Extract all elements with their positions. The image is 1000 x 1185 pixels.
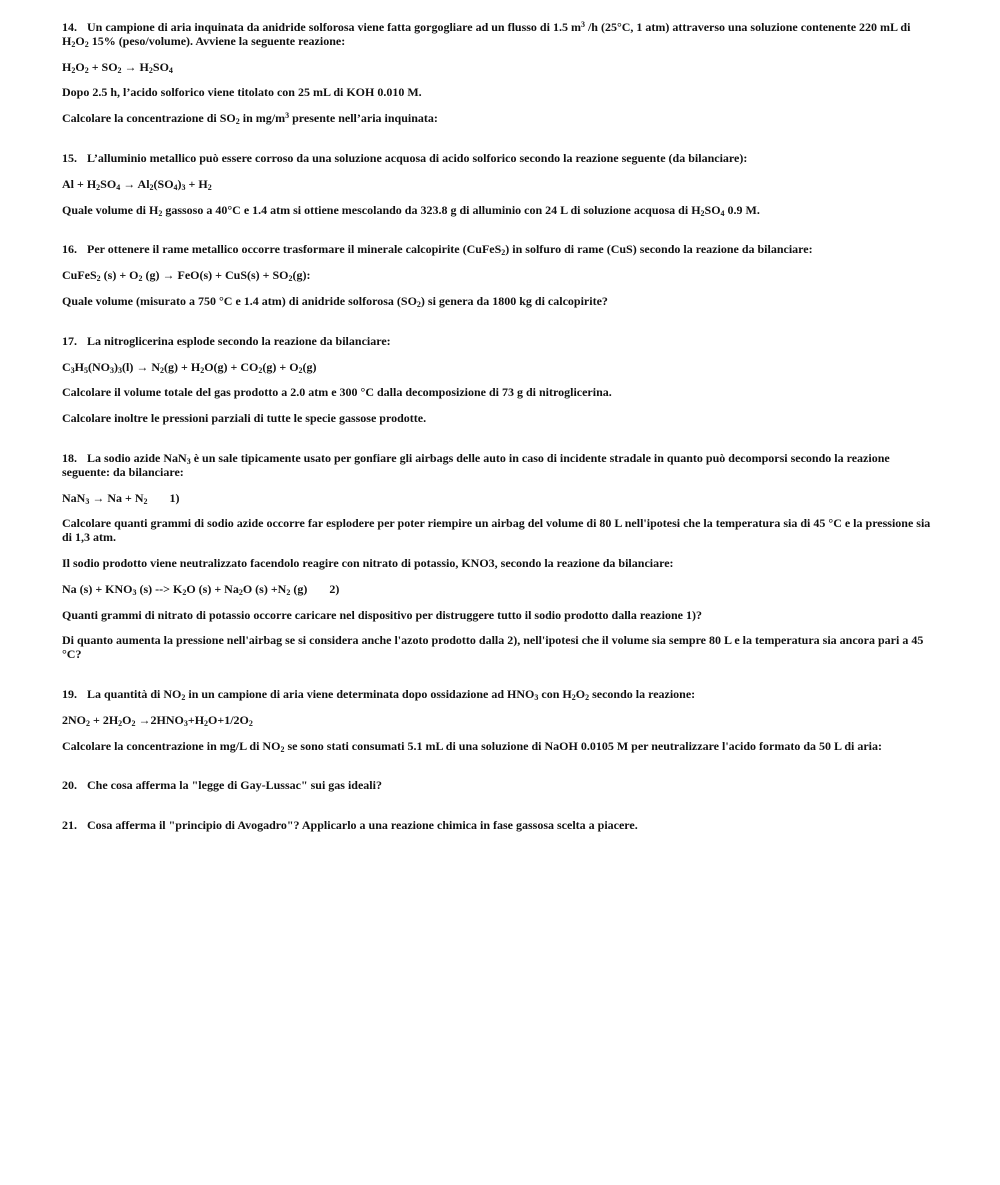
problem-statement: 17. La nitroglicerina esplode secondo la reazione da bilanciare: [62, 333, 391, 348]
reaction-label: 1) [169, 490, 180, 505]
problem-number: 18. [62, 450, 77, 465]
problem-paragraph: Quanti grammi di nitrato di potassio occorre caricare nel dispositivo per distruggere tutto il sodio prodotto dalla reazione 1)? [62, 607, 702, 622]
problem-statement: 15. L’alluminio metallico può essere corroso da una soluzione acquosa di acido solforico secondo la reazione seguente (da bilanciare): [62, 150, 748, 165]
problem-statement: 16. Per ottenere il rame metallico occorre trasformare il minerale calcopirite (CuFeS$_2$) in solfuro di rame (CuS) secondo la reazione da bilanciare: [62, 242, 813, 258]
problem-statement: 14. Un campione di aria inquinata da anidride solforosa viene fatta gorgogliare ad un flusso di 1.5 $m^3$ /h (25°C, 1 atm) attraverso una soluzione contenente 220 mL di $H_2O_2$ 15% (peso/volume). Avviene la seguente reazione: [62, 20, 911, 49]
problem-paragraph: CuFeS$_2$ $(s) + O_2$ $(g) \to FeO(s) + CuS(s) + SO_2(g)$: [62, 268, 311, 284]
problem-paragraph: $H_2O_2 + SO_2 \to H_2SO_4$ [62, 59, 173, 75]
problem-paragraph: Calcolare quanti grammi di sodio azide occorre far esplodere per poter riempire un airbag del volume di 80 L nell'ipotesi che la temperatura sia di 45 °C e la pressione sia di 1,3 atm. [62, 516, 931, 545]
problem-paragraph: $2NO_2 + 2H_2O_2 \to 2HNO_3+H_2O+1/2O_2$ [62, 712, 253, 728]
problem-statement: 20. Che cosa afferma la "legge di Gay-Lussac" sui gas ideali? [62, 778, 382, 793]
problem-paragraph: Quale volume (misurato a 750 °C e 1.4 atm) di anidride solforosa $(SO_2)$ si genera da 1800 kg di calcopirite? [62, 293, 608, 309]
problem-statement: 21. Cosa afferma il "principio di Avogadro"? Applicarlo a una reazione chimica in fase gassosa scelta a piacere. [62, 818, 638, 833]
problem-paragraph: $Al + H_2SO_4 \to Al_2(SO_4)_3 + H_2$ [62, 176, 212, 192]
problem-19 [62, 688, 940, 753]
problem-14 [62, 21, 940, 126]
problem-18 [62, 452, 940, 662]
problem-number: 20. [62, 778, 77, 793]
problem-20 [62, 779, 940, 793]
problem-15 [62, 152, 940, 217]
exercise-sheet [62, 21, 940, 859]
problem-number: 16. [62, 242, 77, 257]
problem-paragraph: Na $(s) + KNO_3$ (s) --> $K_2O$ $(s) + Na_2O$ $(s) +N_2$ (g) 2) [62, 581, 340, 597]
problem-number: 19. [62, 686, 77, 701]
problem-16 [62, 243, 940, 308]
problem-paragraph: $NaN_3 \to Na + N_2$ 1) [62, 490, 180, 506]
problem-paragraph: Il sodio prodotto viene neutralizzato facendolo reagire con nitrato di potassio, KNO3, secondo la reazione da bilanciare: [62, 555, 674, 570]
problem-paragraph: $C_3H_5(NO_3)_3(l) \to N_2(g) + H_2O(g) + CO_2(g) + O_2(g)$ [62, 359, 317, 375]
problem-number: 14. [62, 20, 77, 34]
problem-17 [62, 335, 940, 426]
problem-paragraph: Di quanto aumenta la pressione nell'airbag se si considera anche l'azoto prodotto dalla 2), nell'ipotesi che il volume sia sempre 80 L e la temperatura sia ancora pari a 45 °C? [62, 633, 924, 662]
problem-number: 15. [62, 150, 77, 165]
problem-paragraph: Calcolare la concentrazione di $SO_2$ in $mg/m^3$ presente nell’aria inquinata: [62, 111, 438, 127]
problem-paragraph: Calcolare il volume totale del gas prodotto a 2.0 atm e 300 °C dalla decomposizione di 73 g di nitroglicerina. [62, 385, 612, 400]
problem-paragraph: Calcolare inoltre le pressioni parziali di tutte le specie gassose prodotte. [62, 411, 427, 426]
problem-21 [62, 819, 940, 833]
problem-number: 17. [62, 333, 77, 348]
problem-paragraph: Quale volume di $H_2$ gassoso a 40°C e 1.4 atm si ottiene mescolando da 323.8 g di alluminio con 24 L di soluzione acquosa di $H_2SO_4$ 0.9 M. [62, 202, 760, 218]
reaction-label: 2) [329, 581, 340, 596]
problem-statement: 18. La sodio azide NaN$_3$ è un sale tipicamente usato per gonfiare gli airbags delle auto in caso di incidente stradale in quanto può decomporsi secondo la reazione seguente: da bilanciare: [62, 450, 890, 479]
problem-paragraph: Calcolare la concentrazione in mg/L di $NO_2$ se sono stati consumati 5.1 mL di una soluzione di NaOH 0.0105 M per neutralizzare l'acido formato da 50 L di aria: [62, 738, 882, 754]
problem-statement: 19. La quantità di $NO_2$ in un campione di aria viene determinata dopo ossidazione ad $HNO_3$ con $H_2O_2$ secondo la reazione: [62, 686, 696, 702]
problem-number: 21. [62, 818, 77, 833]
problem-paragraph: Dopo 2.5 h, l’acido solforico viene titolato con 25 mL di KOH 0.010 M. [62, 85, 422, 100]
